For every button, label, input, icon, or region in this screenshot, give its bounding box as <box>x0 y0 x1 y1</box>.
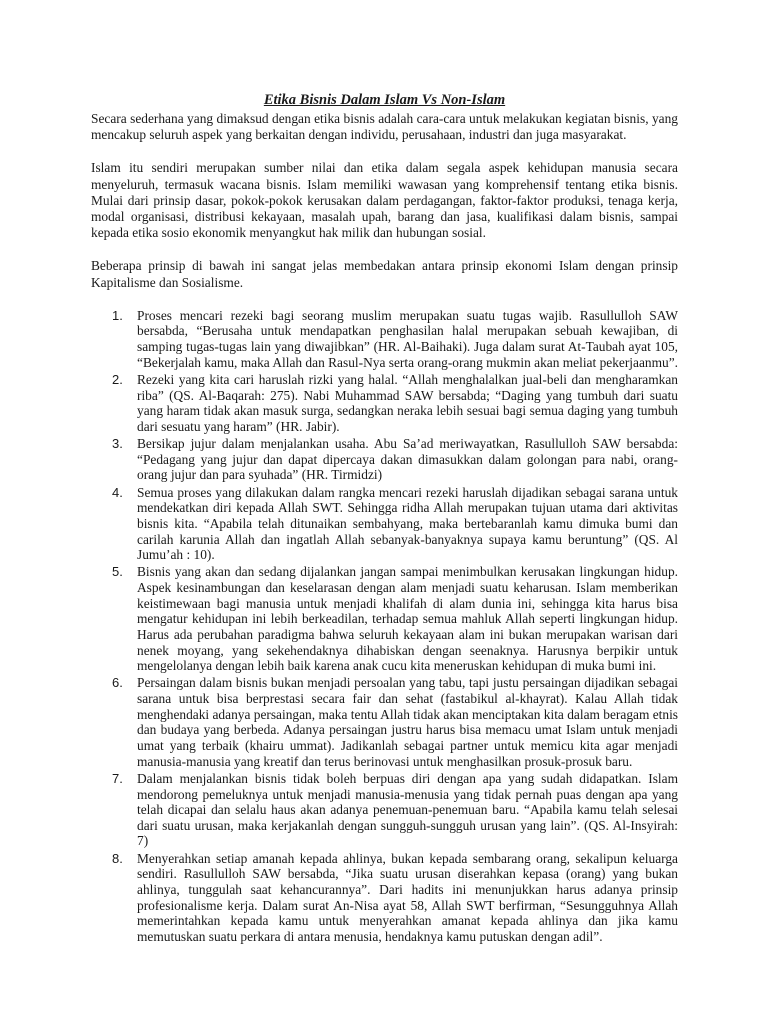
list-item-number: 6. <box>112 675 123 691</box>
document-title: Etika Bisnis Dalam Islam Vs Non-Islam <box>263 92 506 108</box>
list-item-number: 7. <box>112 770 123 786</box>
list-item-number: 5. <box>112 564 123 580</box>
list-item-number: 1. <box>112 307 123 323</box>
principles-list <box>91 308 678 945</box>
list-item-text: Proses mencari rezeki bagi seorang muslim merupakan suatu tugas wajib. Rasullulloh SAW bersabda, “Berusaha untuk mendapatkan penghasilan halal merupakan sebuah kewajiban, di samping tugas-tugas lain yang diwajibkan” (HR. Al-Baihaki). Juga dalam surat At-Taubah ayat 105, “Bekerjalah kamu, maka Allah dan Rasul-Nya serta orang-orang mukmin akan meliat pekerjaanmu”. <box>137 307 679 370</box>
list-item-number: 8. <box>112 850 123 866</box>
list-item <box>91 675 678 769</box>
list-item-text: Dalam menjalankan bisnis tidak boleh berpuas diri dengan apa yang sudah didapatkan. Islam mendorong pemeluknya untuk menjadi manusia-menusia yang tidak pernah puas dengan apa yang telah dicapai dan selalu haus akan adanya penemuan-penemuan baru. “Apabila kamu telah selesai dari suatu urusan, maka kerjakanlah dengan sungguh-sungguh urusan yang lain”. (QS. Al-Insyirah: 7) <box>137 770 678 849</box>
list-item-text: Bersikap jujur dalam menjalankan usaha. Abu Sa’ad meriwayatkan, Rasullulloh SAW bersabda: “Pedagang yang jujur dan dapat dipercaya dakan dimasukkan dalam golongan para nabi, orang-orang jujur dan para syuhada” (HR. Tirmidzi) <box>137 436 678 483</box>
list-item <box>91 485 678 563</box>
list-item-number: 3. <box>112 436 123 452</box>
list-item-text: Semua proses yang dilakukan dalam rangka mencari rezeki haruslah dijadikan sebagai sarana untuk mendekatkan diri kepada Allah SWT. Sehingga ridha Allah merupakan tujuan utama dari aktivitas bisnis kita. “Apabila telah ditunaikan sembahyang, maka bertebaranlah kamu dimuka bumi dan carilah karunia Allah dan ingatlah Allah sebanyak-banyaknya supaya kamu beruntung” (QS. Al Jumu’ah : 10). <box>137 484 678 563</box>
list-item <box>91 771 678 849</box>
intro-paragraph: Secara sederhana yang dimaksud dengan etika bisnis adalah cara-cara untuk melakukan kegiatan bisnis, yang mencakup seluruh aspek yang berkaitan dengan individu, perusahaan, industri dan juga masyarakat. <box>91 111 678 143</box>
list-item <box>91 564 678 674</box>
list-item-text: Bisnis yang akan dan sedang dijalankan jangan sampai menimbulkan kerusakan lingkungan hidup. Aspek kesinambungan dan keselarasan dengan alam menjadi suatu keharusan. Islam memberikan keistimewaan bagi manusia untuk menjadi khalifah di alam dunia ini, sehingga kita harus bisa mengatur kehidupan ini lebih berkeadilan, terhadap semua mahluk Allah seperti lingkungan hidup. Harus ada perubahan paradigma bahwa seluruh kekayaan alam ini bukan merupakan warisan dari nenek moyang, yang sekehendaknya dihabiskan dengan seenaknya. Harusnya berpikir untuk mengelolanya dengan lebih baik karena anak cucu kita meneruskan kehidupan di muka bumi ini. <box>137 564 678 674</box>
list-item-number: 2. <box>112 371 123 387</box>
list-item-text: Menyerahkan setiap amanah kepada ahlinya, bukan kepada sembarang orang, sekalipun keluarga sendiri. Rasullulloh SAW bersabda, “Jika suatu urusan diserahkan kepasa (orang) yang bukan ahlinya, tunggulah saat kehancurannya”. Dari hadits ini menunjukkan harus adanya prinsip profesionalisme kerja. Dalam surat An-Nisa ayat 58, Allah SWT berfirman, “Sesungguhnya Allah memerintahkan kepada kamu untuk menyerahkan amanat kepada ahlinya dan jika kamu memutuskan suatu perkara di antara menusia, hendaknya kamu putuskan dengan adil”. <box>137 850 678 944</box>
document-page <box>91 92 678 946</box>
list-item-text: Rezeki yang kita cari haruslah rizki yang halal. “Allah menghalalkan jual-beli dan mengharamkan riba” (QS. Al-Baqarah: 275). Nabi Muhammad SAW bersabda; “Daging yang tumbuh dari suatu yang haram tidak akan masuk surga, sedangkan neraka lebih sesuai bagi semua daging yang tumbuh dari sesuatu yang haram” (HR. Jabir). <box>137 371 678 434</box>
list-item <box>91 372 678 435</box>
islam-paragraph: Islam itu sendiri merupakan sumber nilai dan etika dalam segala aspek kehidupan manusia secara menyeluruh, termasuk wacana bisnis. Islam memiliki wawasan yang komprehensif tentang etika bisnis. Mulai dari prinsip dasar, pokok-pokok kerusakan dalam perdagangan, faktor-faktor produksi, tenaga kerja, modal organisasi, distribusi kekayaan, masalah upah, barang dan jasa, kualifikasi dalam bisnis, sampai kepada etika sosio ekonomik menyangkut hak milik dan hubungan sosial. <box>91 160 678 241</box>
list-item-text: Persaingan dalam bisnis bukan menjadi persoalan yang tabu, tapi justu persaingan dijadikan sebagai sarana untuk bisa berprestasi secara fair dan sehat (fastabikul al-khayrat). Kalau Allah tidak menghendaki adanya persaingan, maka tentu Allah tidak akan menciptakan kita dalam beragam etnis dan budaya yang berbeda. Adanya persaingan justru harus bisa memacu umat Islam untuk menjadi umat yang terbaik (khairu ummat). Jadikanlah sebagai partner untuk memicu kita agar menjadi manusia-manusia yang kreatif dan terus berinovasi untuk menghasilkan prosuk-prosuk baru. <box>137 675 679 769</box>
list-item <box>91 851 678 945</box>
list-item-number: 4. <box>112 484 123 500</box>
list-item <box>91 436 678 483</box>
list-item <box>91 308 678 371</box>
principles-intro-paragraph: Beberapa prinsip di bawah ini sangat jelas membedakan antara prinsip ekonomi Islam dengan prinsip Kapitalisme dan Sosialisme. <box>91 258 678 290</box>
